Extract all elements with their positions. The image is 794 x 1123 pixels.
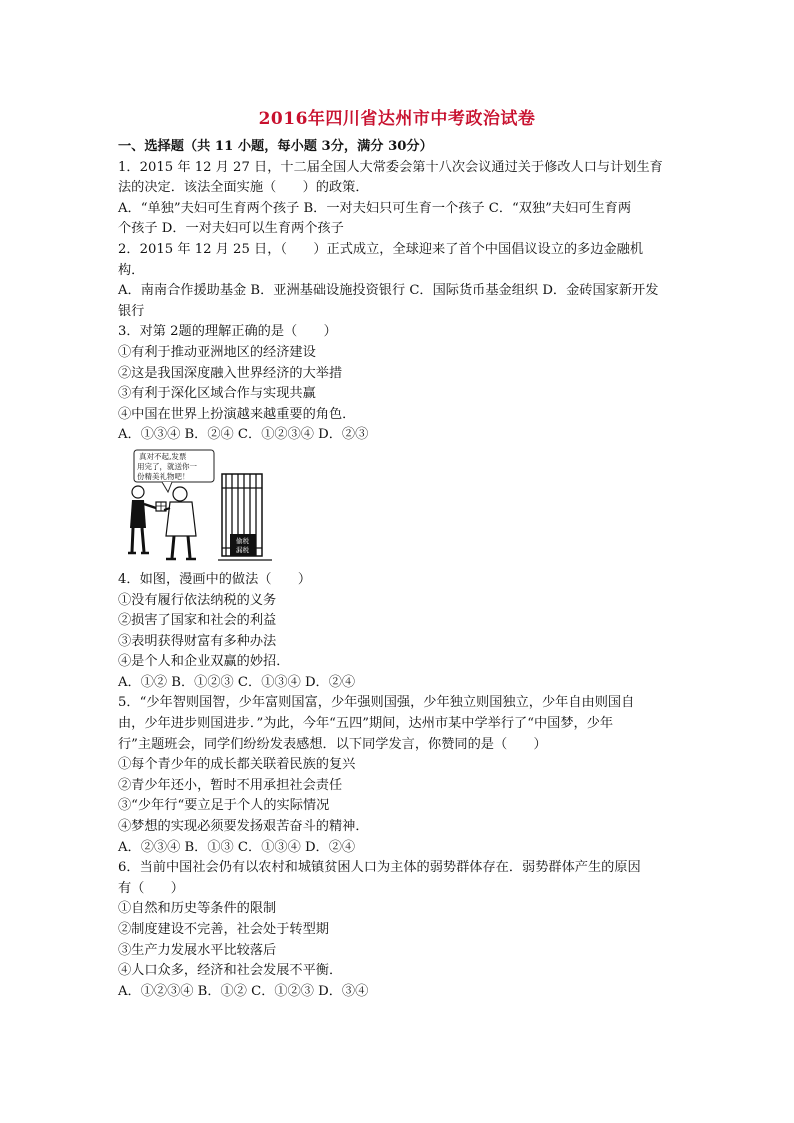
statement: ①自然和历史等条件的限制 (118, 901, 277, 917)
exam-content (118, 137, 678, 1002)
question-stem: 4．如图，漫画中的做法（ ） (118, 571, 312, 587)
question-stem: 2．2015 年 12 月 25 日，（ ）正式成立，全球迎来了首个中国倡议设立的多边金融机 (118, 241, 644, 257)
statement: ②制度建设不完善，社会处于转型期 (118, 922, 329, 937)
question-stem: 构． (118, 262, 145, 278)
question-stem: 有（ ） (118, 880, 184, 896)
comic-bubble-line: 份精美礼物吧！ (137, 471, 190, 481)
question-4 (118, 570, 678, 694)
question-options: A．①② B．①②③ C．①③④ D．②④ (118, 674, 356, 690)
section-heading: 一、选择题（共 11 小题，每小题 3分，满分 30分） (118, 139, 433, 154)
question-2 (118, 240, 678, 322)
question-1 (118, 158, 678, 240)
statement: ②损害了国家和社会的利益 (118, 613, 277, 629)
statement: ④梦想的实现必须要发扬艰苦奋斗的精神． (118, 819, 369, 835)
statement: ①没有履行依法纳税的义务 (118, 592, 277, 608)
question-stem: 1．2015 年 12 月 27 日，十二届全国人大常委会第十八次会议通过关于修改人口与计划生育 (118, 159, 663, 175)
page-title: 2016年四川省达州市中考政治试卷 (258, 109, 536, 129)
statement: ③表明获得财富有多种办法 (118, 633, 277, 649)
comic-bubble-line: 真对不起,发票 (139, 451, 187, 461)
question-stem: 6．当前中国社会仍有以农村和城镇贫困人口为主体的弱势群体存在．弱势群体产生的原因 (118, 860, 641, 876)
question-options: A．②③④ B．①③ C．①③④ D．②④ (118, 839, 356, 855)
question-options: 个孩子 D．一对夫妇可以生育两个孩子 (118, 221, 344, 237)
question-stem: 法的决定．该法全面实施（ ）的政策． (118, 180, 369, 196)
statement: ①有利于推动亚洲地区的经济建设 (118, 344, 316, 360)
statement: ①每个青少年的成长都关联着民族的复兴 (118, 757, 356, 773)
statement: ④人口众多，经济和社会发展不平衡． (118, 963, 343, 979)
comic-box-label: 偷税 (236, 536, 249, 545)
question-options: 银行 (118, 303, 145, 319)
question-3 (118, 322, 678, 446)
question-options: A．“单独”夫妇可生育两个孩子 B．一对夫妇只可生育一个孩子 C．“双独”夫妇可生育两 (118, 200, 632, 216)
question-stem: 3．对第 2题的理解正确的是（ ） (118, 324, 337, 340)
comic-drawing (122, 448, 282, 568)
statement: ④中国在世界上扮演越来越重要的角色． (118, 406, 356, 422)
statement: ③有利于深化区域合作与实现共赢 (118, 386, 316, 402)
question-5 (118, 693, 678, 858)
comic-box-label: 漏税 (236, 545, 249, 554)
question-6 (118, 858, 678, 1002)
question-stem: 由，少年进步则国进步．”为此，今年“五四”期间，达州市某中学举行了“中国梦，少年 (118, 716, 614, 732)
question-options: A．南南合作援助基金 B．亚洲基础设施投资银行 C．国际货币基金组织 D．金砖国家新开发 (118, 283, 659, 299)
statement: ③生产力发展水平比较落后 (118, 942, 277, 958)
statement: ②青少年还小，暂时不用承担社会责任 (118, 777, 343, 793)
question-stem: 行”主题班会，同学们纷纷发表感想．以下同学发言，你赞同的是（ ） (118, 736, 547, 752)
comic-bubble-line: 用完了，就送你一 (137, 461, 197, 471)
statement: ③“少年行“要立足于个人的实际情况 (118, 798, 330, 814)
question-options: A．①②③④ B．①② C．①②③ D．③④ (118, 983, 369, 999)
question-stem: 5．“少年智则国智，少年富则国富，少年强则国强，少年独立则国独立，少年自由则国自 (118, 695, 635, 711)
question-options: A．①③④ B．②④ C．①②③④ D．②③ (118, 427, 369, 443)
statement: ④是个人和企业双赢的妙招． (118, 654, 290, 670)
comic-illustration (122, 448, 282, 568)
statement: ②这是我国深度融入世界经济的大举措 (118, 365, 343, 381)
